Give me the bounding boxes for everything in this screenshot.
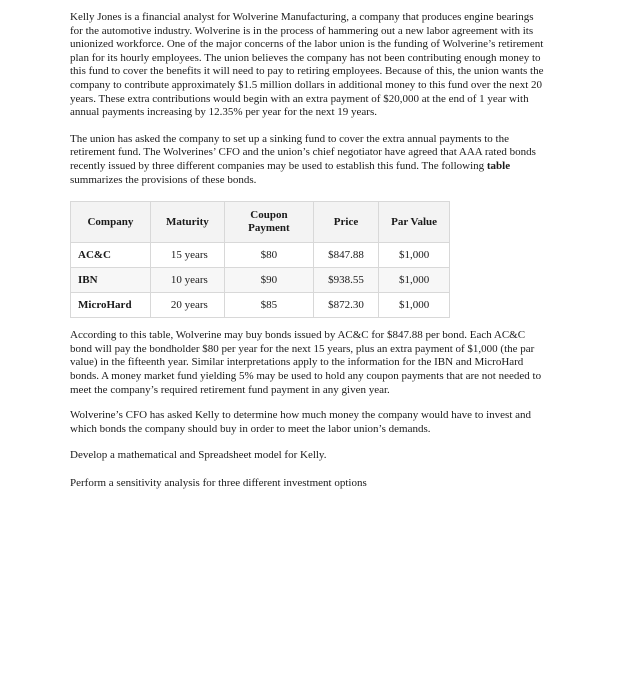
bond-table-header-row bbox=[71, 202, 450, 243]
table-row bbox=[71, 293, 450, 318]
cell-price: $872.30 bbox=[313, 293, 378, 318]
table-bold-word: table bbox=[486, 159, 511, 172]
intro-paragraph: Kelly Jones is a financial analyst for Wolverine Manufacturing, a company that produces engine bearings for the automotive industry. Wolverine is in the process of hammering out a new labor agreement with its unionized workforce. One of the major concerns of the labor union is the funding of Wolverine’s retirement plan for its hourly employees. The union believes the company has not been contributing enough money to this fund to cover the benefits it will need to pay to retiring employees. Because of this, the union wants the company to contribute approximately $1.5 million dollars in additional money to this fund over the next 20 years. These extra contributions would begin with an extra payment of $20,000 at the end of 1 year with annual payments increasing by 12.35% per year for the next 19 years. bbox=[70, 11, 544, 119]
cell-par-value: $1,000 bbox=[379, 293, 450, 318]
cell-coupon: $90 bbox=[225, 268, 314, 293]
cell-par-value: $1,000 bbox=[379, 243, 450, 268]
header-company: Company bbox=[71, 202, 151, 243]
cell-coupon: $80 bbox=[225, 243, 314, 268]
sinking-fund-paragraph bbox=[70, 133, 548, 187]
according-paragraph: According to this table, Wolverine may buy bonds issued by AC&C for $847.88 per bond. Each AC&C bond will pay the bondholder $80 per year for the next 15 years, plus an extra payment of $1,000 (the par value) in the fifteenth year. Similar interpretations apply to the information for the IBN and MicroHard bonds. A money market fund yielding 5% may be used to hold any coupon payments that are not needed to meet the company’s required retirement fund payment in any given year. bbox=[70, 329, 542, 396]
table-row bbox=[71, 243, 450, 268]
cell-company: IBN bbox=[71, 268, 151, 293]
table-row bbox=[71, 268, 450, 293]
cell-company: MicroHard bbox=[71, 293, 151, 318]
header-par-value: Par Value bbox=[379, 202, 450, 243]
cell-price: $938.55 bbox=[313, 268, 378, 293]
header-maturity: Maturity bbox=[150, 202, 224, 243]
cell-par-value: $1,000 bbox=[379, 268, 450, 293]
header-price: Price bbox=[313, 202, 378, 243]
header-coupon-payment bbox=[225, 202, 314, 243]
cell-coupon: $85 bbox=[225, 293, 314, 318]
header-coupon-line1: Coupon bbox=[250, 209, 288, 222]
sinking-fund-text-after: summarizes the provisions of these bonds. bbox=[70, 173, 257, 186]
cfo-paragraph: Wolverine’s CFO has asked Kelly to determine how much money the company would have to invest and which bonds the company should buy in order to meet the labor union’s demands. bbox=[70, 409, 532, 435]
cell-maturity: 10 years bbox=[150, 268, 224, 293]
sinking-fund-text-before: The union has asked the company to set up a sinking fund to cover the extra annual payments to the retirement fund. The Wolverines’ CFO and the union’s chief negotiator have agreed that AAA rated bonds recently issued by three different companies may be used to establish this fund. The following bbox=[70, 132, 536, 172]
document-page bbox=[70, 11, 548, 490]
header-coupon-line2: Payment bbox=[248, 222, 290, 235]
cell-maturity: 20 years bbox=[150, 293, 224, 318]
develop-paragraph: Develop a mathematical and Spreadsheet model for Kelly. bbox=[70, 449, 327, 462]
cell-price: $847.88 bbox=[313, 243, 378, 268]
cell-maturity: 15 years bbox=[150, 243, 224, 268]
cell-company: AC&C bbox=[71, 243, 151, 268]
sensitivity-paragraph: Perform a sensitivity analysis for three different investment options bbox=[70, 476, 367, 489]
bond-table bbox=[70, 201, 450, 318]
